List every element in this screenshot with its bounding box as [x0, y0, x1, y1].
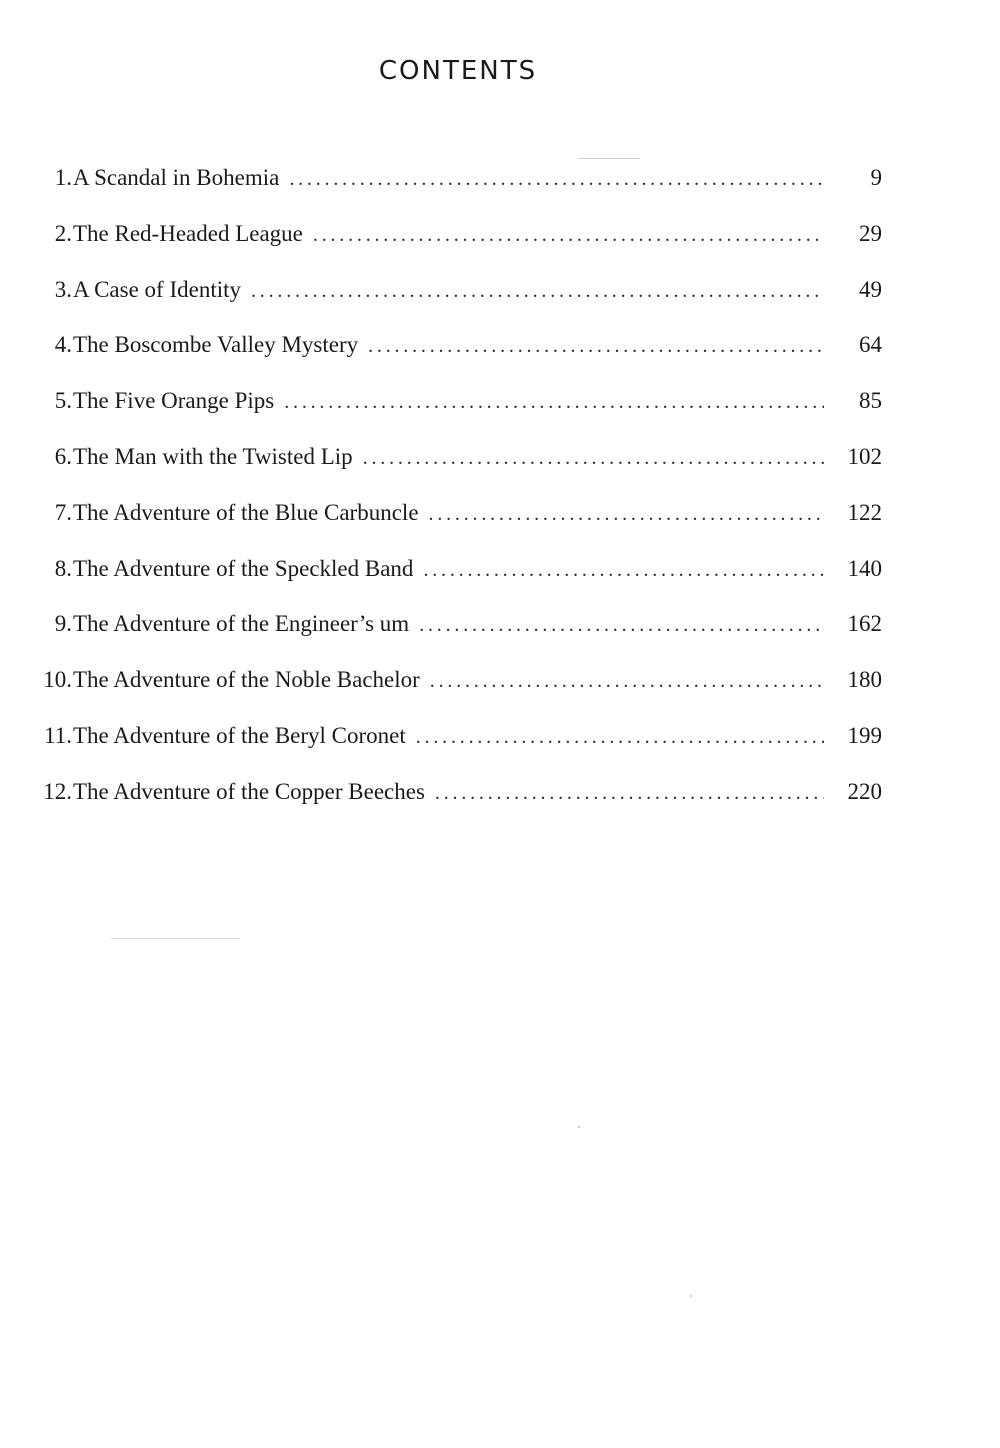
toc-entry	[36, 388, 882, 444]
page-title: CONTENTS	[378, 56, 538, 86]
scan-speck	[578, 158, 640, 159]
entry-number: 2.	[54, 220, 72, 246]
dot-leader	[368, 335, 824, 358]
table-of-contents	[36, 165, 882, 835]
entry-title: A Scandal in Bohemia	[73, 165, 280, 190]
dot-leader	[423, 559, 824, 582]
entry-number: 4.	[54, 332, 72, 358]
entry-page-number: 64	[859, 332, 882, 358]
toc-entry	[36, 444, 882, 500]
entry-title: The Man with the Twisted Lip	[73, 443, 353, 469]
entry-title: The Adventure of the Blue Carbuncle	[73, 499, 419, 525]
entry-page-number: 180	[847, 667, 882, 693]
entry-title: The Adventure of the Engineer’s um	[73, 611, 410, 637]
scan-speck	[110, 938, 240, 939]
dot-leader	[289, 168, 824, 191]
entry-page-number: 85	[859, 388, 882, 414]
entry-page-number: 102	[847, 443, 882, 469]
entry-title: The Adventure of the Copper Beeches	[73, 778, 425, 804]
entry-title: The Adventure of the Noble Bachelor	[73, 667, 420, 693]
dot-leader	[435, 782, 824, 805]
scan-speck	[690, 1295, 692, 1297]
dot-leader	[251, 280, 824, 303]
entry-number: 5.	[54, 388, 72, 414]
entry-title: A Case of Identity	[73, 276, 241, 302]
entry-page-number: 49	[859, 276, 882, 302]
entry-number: 6.	[54, 443, 72, 469]
entry-number: 11.	[44, 722, 72, 748]
toc-entry	[36, 500, 882, 556]
toc-entry	[36, 165, 882, 221]
entry-number: 9.	[54, 611, 72, 637]
toc-entry	[36, 779, 882, 835]
entry-number: 3.	[54, 276, 72, 302]
toc-entry	[36, 332, 882, 388]
toc-entry	[36, 277, 882, 333]
dot-leader	[429, 503, 824, 526]
toc-entry	[36, 667, 882, 723]
entry-number: 12.	[43, 778, 72, 804]
entry-number: 10.	[43, 667, 72, 693]
entry-title: The Five Orange Pips	[73, 388, 275, 414]
entry-page-number: 199	[847, 722, 882, 748]
toc-entry	[36, 611, 882, 667]
entry-title: The Red-Headed League	[73, 220, 303, 246]
toc-entry	[36, 221, 882, 277]
entry-number: 1.	[54, 165, 72, 190]
dot-leader	[313, 224, 824, 247]
toc-entry	[36, 723, 882, 779]
entry-title: The Adventure of the Beryl Coronet	[73, 722, 406, 748]
entry-page-number: 162	[847, 611, 882, 637]
entry-number: 8.	[54, 555, 72, 581]
entry-page-number: 220	[847, 778, 882, 804]
scan-speck	[578, 1126, 580, 1128]
entry-title: The Boscombe Valley Mystery	[73, 332, 359, 358]
dot-leader	[419, 614, 824, 637]
entry-page-number: 9	[870, 165, 882, 190]
dot-leader	[416, 726, 824, 749]
entry-page-number: 122	[847, 499, 882, 525]
entry-page-number: 29	[859, 220, 882, 246]
dot-leader	[284, 391, 824, 414]
entry-title: The Adventure of the Speckled Band	[73, 555, 414, 581]
dot-leader	[430, 670, 824, 693]
entry-number: 7.	[54, 499, 72, 525]
entry-page-number: 140	[847, 555, 882, 581]
dot-leader	[363, 447, 824, 470]
toc-entry	[36, 556, 882, 612]
